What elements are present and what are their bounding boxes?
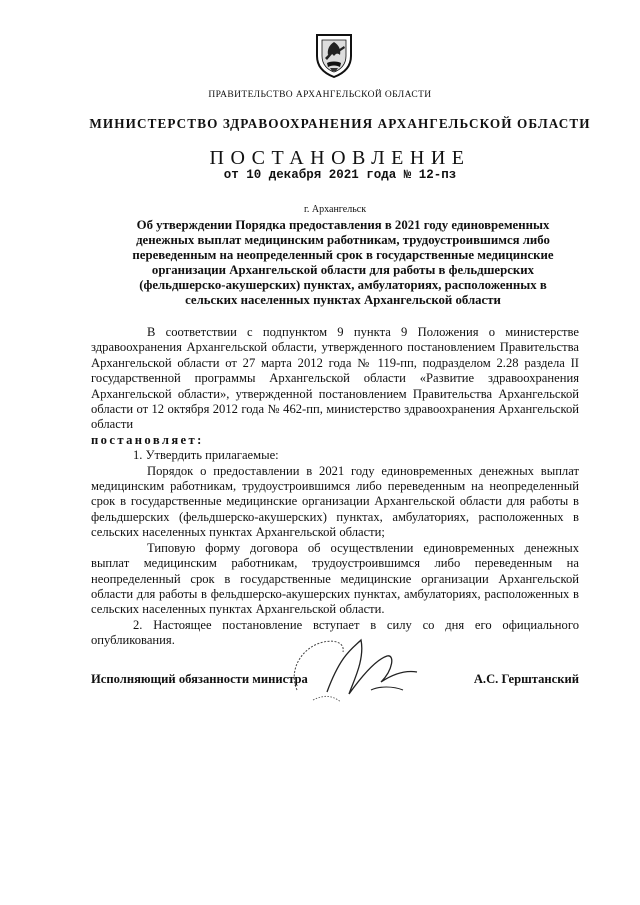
document-body [91, 325, 579, 649]
coat-of-arms-icon [314, 32, 354, 78]
item-2: 2. Настоящее постановление вступает в силу со дня его официального опубликования. [91, 617, 579, 648]
government-heading: ПРАВИТЕЛЬСТВО АРХАНГЕЛЬСКОЙ ОБЛАСТИ [208, 90, 432, 100]
item-1-order: Порядок о предоставлении в 2021 году единовременных денежных выплат медицинским работникам, трудоустроившимся либо переведенным на неопределенный срок в государственные медицинские организации Архангельской области для работы в фельдшерских (фельдшерско-акушерских) пунктах, амбулаториях, расположенных в сельских населенных пунктах Архангельской области; [91, 463, 579, 540]
decree-word: постановляет: [91, 432, 204, 447]
item-1-contract-form: Типовую форму договора об осуществлении единовременных денежных выплат медицинским работникам, трудоустроившимся либо переведенным на неопределенный срок в государственные медицинские организации Архангельской области для работы в фельдшерско-акушерских пунктах, амбулаториях, расположенных в сельских населенных пунктах Архангельской области. [91, 540, 579, 617]
ministry-heading: МИНИСТЕРСТВО ЗДРАВООХРАНЕНИЯ АРХАНГЕЛЬСКОЙ ОБЛАСТИ [89, 116, 591, 131]
preamble-paragraph [91, 325, 579, 433]
document-type: ПОСТАНОВЛЕНИЕ [209, 147, 471, 169]
signer-position: Исполняющий обязанности министра [91, 672, 308, 686]
handwritten-signature [283, 630, 433, 710]
preamble-text: В соответствии с подпунктом 9 пункта 9 Положения о министерстве здравоохранения Архангельской области, утвержденного постановлением Правительства Архангельской области от 27 марта 2012 года № 119-пп, подразделом 2.28 раздела II государственной программы Архангельской области «Развитие здравоохранения Архангельской области», утвержденной постановлением Правительства Архангельской области от 12 октября 2012 года № 462-пп, министерство здравоохранения Архангельской области [91, 325, 579, 432]
decree-word-paragraph [91, 433, 579, 448]
document-title: Об утверждении Порядка предоставления в 2021 году единовременных денежных выплат медицинским работникам, трудоустроившимся либо переведенным на неопределенный срок в государственные медицинские организации Архангельской области для работы в фельдшерских (фельдшерско-акушерских) пунктах, амбулаториях, расположенных в сельских населенных пунктах Архангельской области [132, 218, 554, 308]
signer-name: А.С. Герштанский [473, 672, 579, 686]
item-1: 1. Утвердить прилагаемые: [133, 448, 279, 463]
city-label: г. Архангельск [303, 204, 367, 215]
document-number: от 10 декабря 2021 года № 12-пз [223, 168, 457, 182]
